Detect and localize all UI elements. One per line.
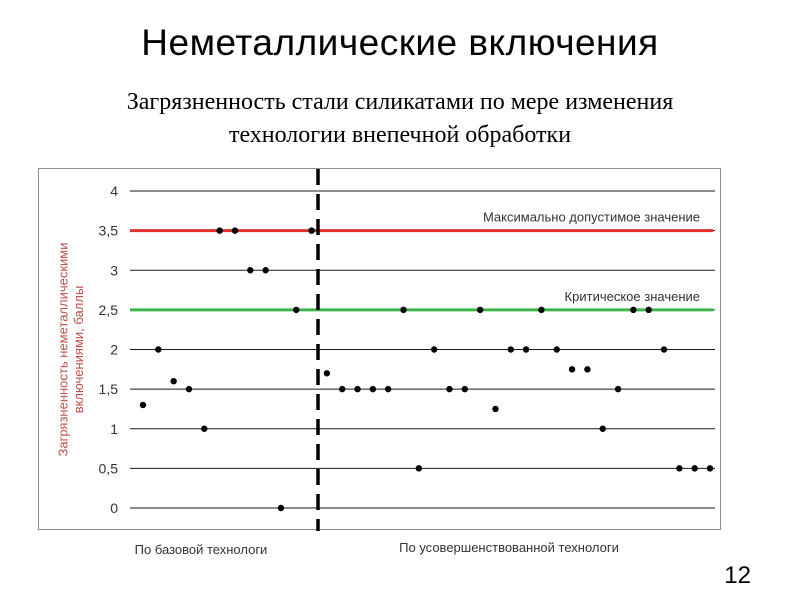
data-point xyxy=(308,227,314,233)
x-group-labels xyxy=(0,536,800,566)
y-tick-label: 0,5 xyxy=(98,460,118,477)
y-tick-label: 2,5 xyxy=(98,301,118,318)
data-point xyxy=(691,465,697,471)
data-point xyxy=(247,267,253,273)
slide-number: 12 xyxy=(724,562,751,589)
y-axis-label-line-1: Загрязненность неметаллическими xyxy=(55,242,71,457)
y-tick-label: 2 xyxy=(110,341,118,358)
data-point xyxy=(446,386,452,392)
data-point xyxy=(354,386,360,392)
y-axis-label-line-2: включениями, баллы xyxy=(71,285,86,414)
y-axis-label xyxy=(55,242,86,456)
chart-frame xyxy=(38,168,721,530)
slide-subtitle xyxy=(20,86,780,152)
subtitle-line-1: Загрязненность стали силикатами по мере изменения xyxy=(126,89,674,115)
data-point xyxy=(216,227,222,233)
y-tick-label: 0 xyxy=(110,500,118,516)
max-allowed-label: Максимально допустимое значение xyxy=(482,209,700,225)
data-point xyxy=(477,307,483,313)
data-point xyxy=(370,386,376,392)
y-tick-label: 3,5 xyxy=(98,222,118,239)
data-point xyxy=(462,386,468,392)
data-point xyxy=(400,307,406,313)
subtitle-line-2: технологии внепечной обработки xyxy=(228,122,572,148)
data-point xyxy=(492,406,498,412)
y-tick-label: 3 xyxy=(110,262,118,279)
data-point xyxy=(646,307,652,313)
data-point xyxy=(600,426,606,432)
y-tick-label: 1,5 xyxy=(98,381,118,398)
data-point xyxy=(661,346,667,352)
data-point xyxy=(615,386,621,392)
data-point xyxy=(385,386,391,392)
data-point xyxy=(523,346,529,352)
data-point xyxy=(707,465,713,471)
data-point xyxy=(416,465,422,471)
data-point xyxy=(170,378,176,384)
data-point xyxy=(140,402,146,408)
data-point xyxy=(232,227,238,233)
data-point xyxy=(508,346,514,352)
data-point xyxy=(155,346,161,352)
x-group-label-base: По базовой технологи xyxy=(134,542,268,557)
data-point xyxy=(554,346,560,352)
data-point xyxy=(186,386,192,392)
data-point xyxy=(262,267,268,273)
data-point xyxy=(201,426,207,432)
data-point xyxy=(324,370,330,376)
data-point xyxy=(278,505,284,511)
data-point xyxy=(431,346,437,352)
data-point xyxy=(569,366,575,372)
slide-title: Неметаллические включения xyxy=(141,22,659,63)
contamination-chart xyxy=(39,169,722,531)
data-point xyxy=(584,366,590,372)
data-point xyxy=(293,307,299,313)
data-point xyxy=(630,307,636,313)
data-point xyxy=(538,307,544,313)
critical-label: Критическое значение xyxy=(564,288,700,304)
y-tick-label: 1 xyxy=(110,420,118,437)
y-tick-label: 4 xyxy=(110,183,118,199)
x-group-label-improved: По усовершенствованной технологи xyxy=(399,540,619,555)
data-point xyxy=(676,465,682,471)
data-point xyxy=(339,386,345,392)
